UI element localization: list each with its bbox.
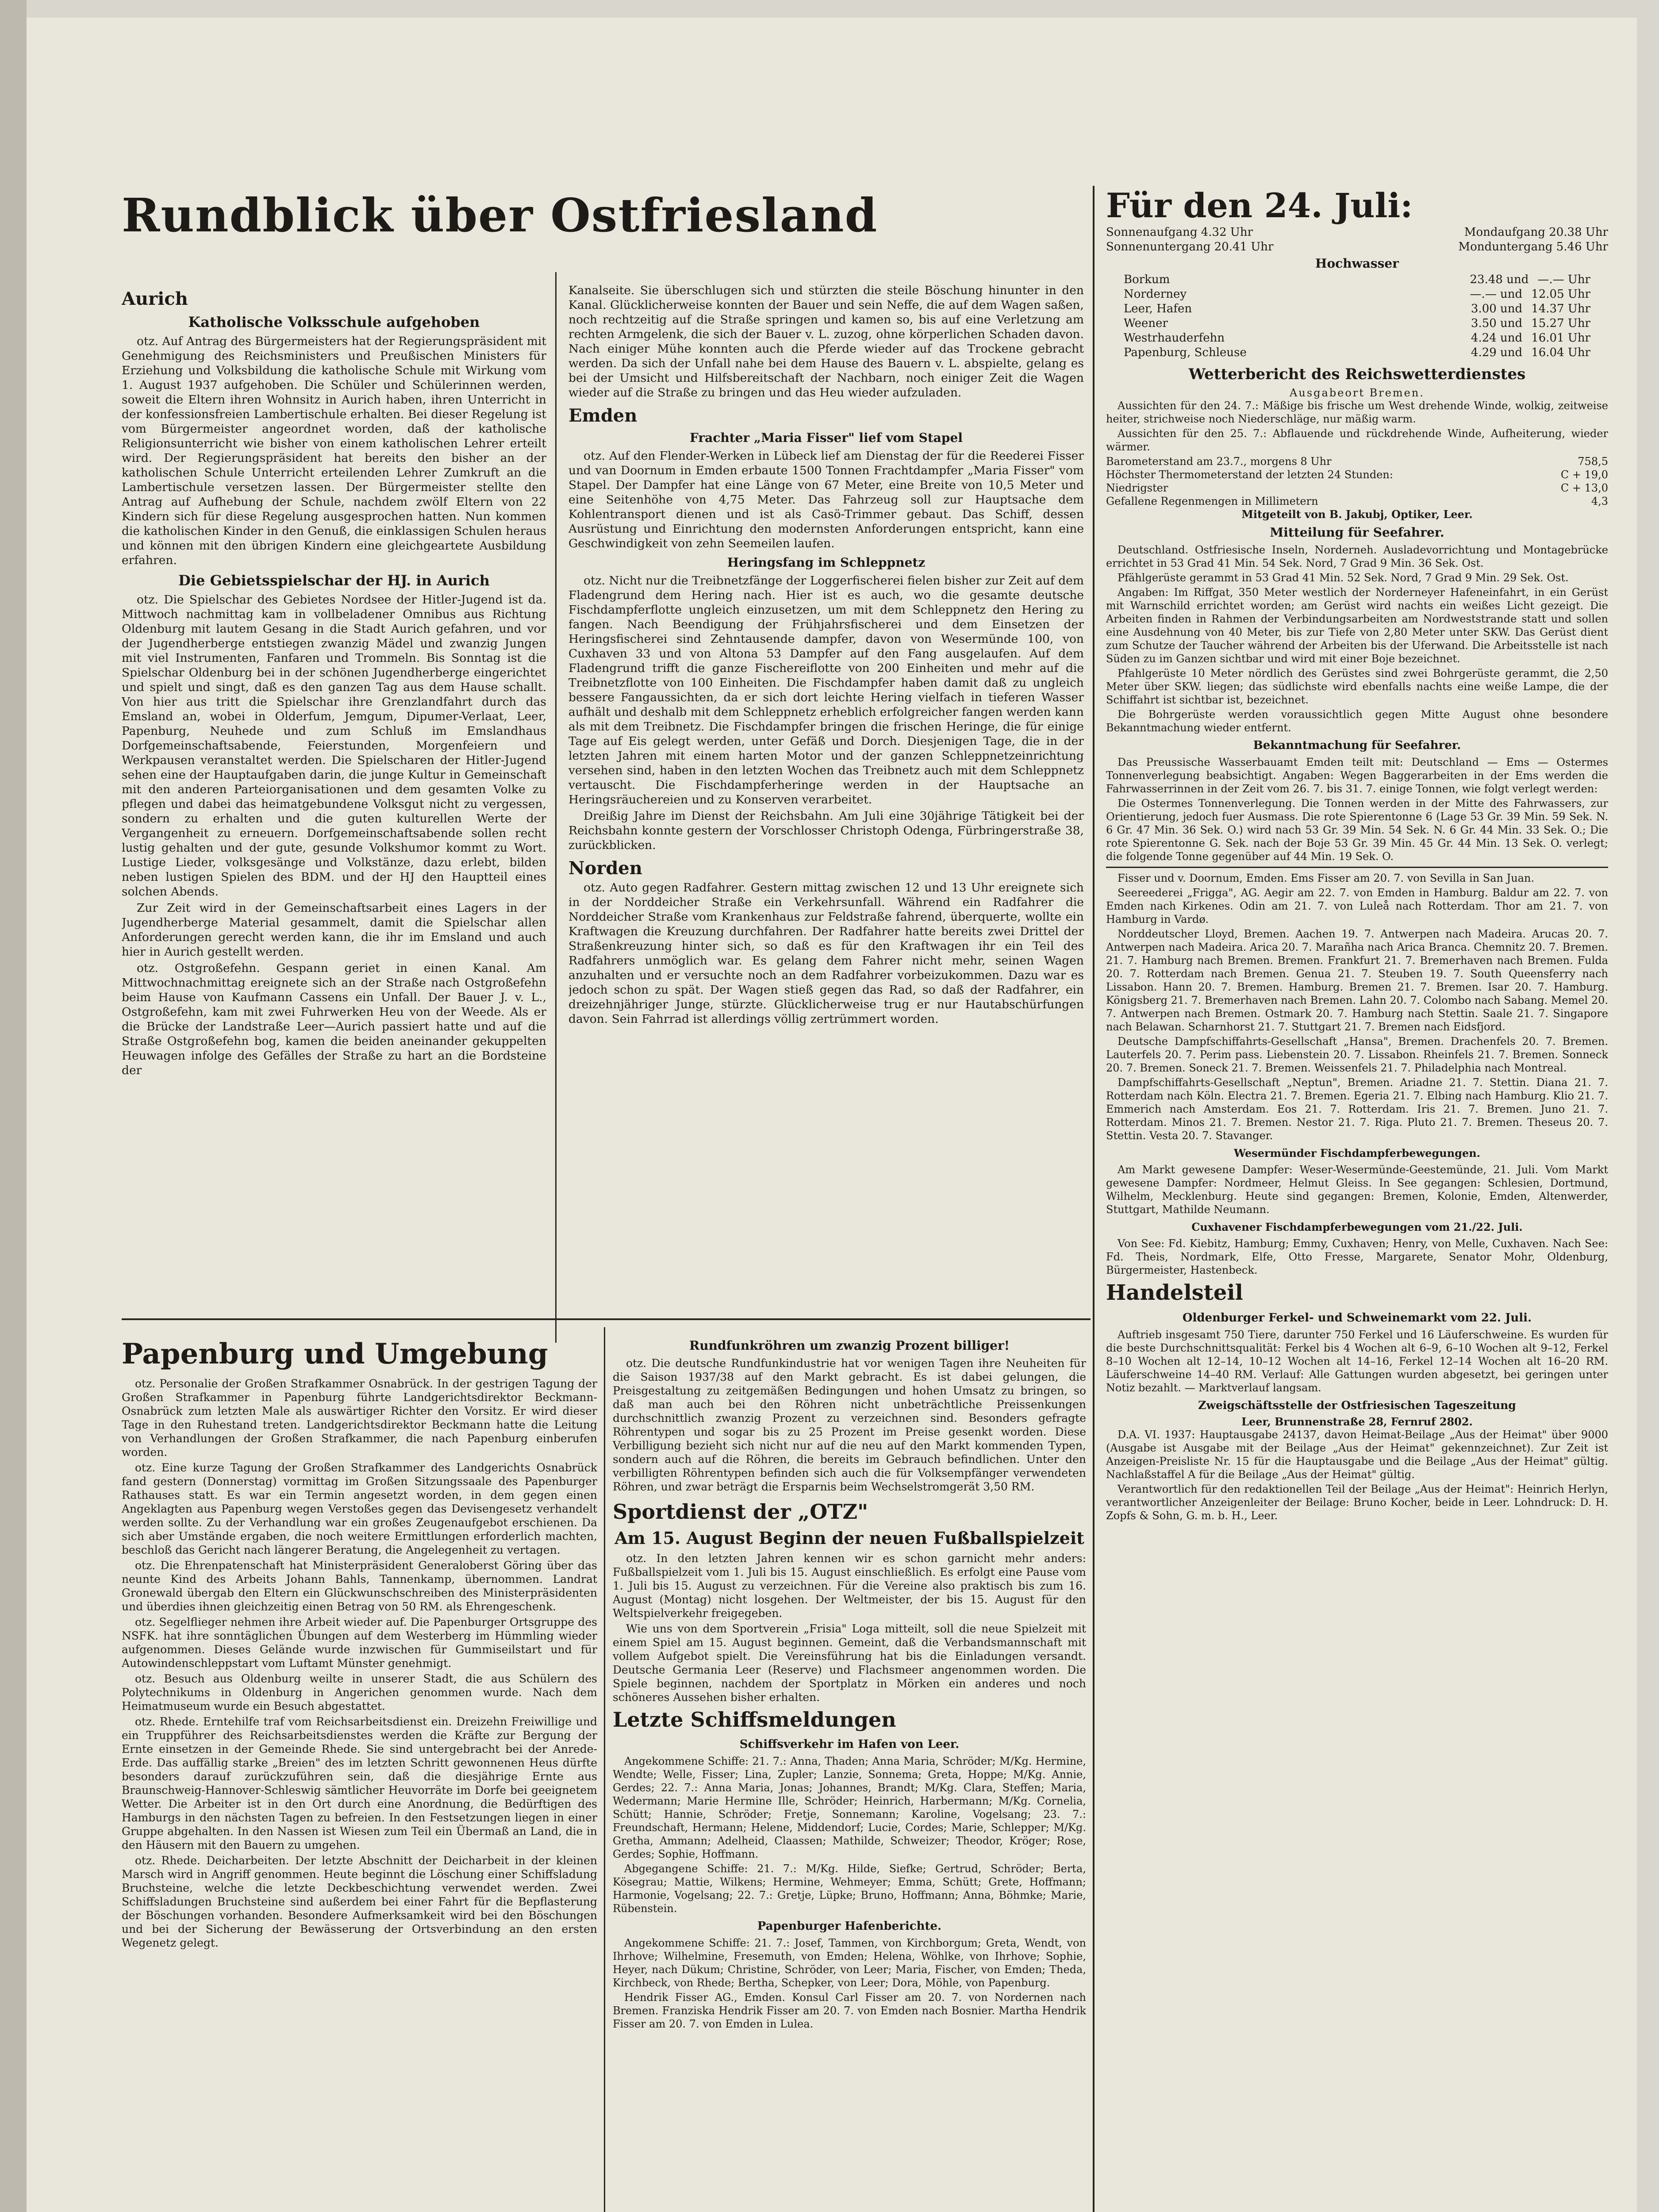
observation-label: Niedrigster — [1106, 482, 1168, 494]
article-paragraph: otz. Auto gegen Radfahrer. Gestern mittag zwischen 12 und 13 Uhr ereignete sich in der Norddeicher Straße ein Verkehrsunfall. Während ein Radfahrer die Norddeicher Straße vom Krankenhaus zur Feldstraße fahrend, überquerte, wollte ein Kraftwagen die Kreuzung durchfahren. Der Radfahrer hatte bereits zwei Drittel der Straßenkreuzung hinter sich, so daß es für den Kraftwagen ihr ein Teil des Radfahrers unmöglich war. Es gelang dem Fahrer nicht mehr, seinen Wagen anzuhalten und er versuchte noch an dem Radfahrer vorbeizukommen. Dazu war es jedoch schon zu spät. Der Wagen stieß gegen das Rad, so daß der Radfahrer, ein dreizehnjähriger Junge, stürzte. Glücklicherweise trug er nur Hautabschürfungen davon. Sein Fahrrad ist allerdings völlig zertrümmert worden. — [568, 881, 1084, 1026]
section-title: Handelsteil — [1106, 1280, 1243, 1305]
article-paragraph: otz. Auf den Flender-Werken in Lübeck lief am Dienstag der für die Reederei Fisser und van Doornum in Emden erbaute 1500 Tonnen Frachtdampfer „Maria Fisser" vom Stapel. Der Dampfer hat eine Länge von 67 Meter, eine Breite von 10,5 Meter und eine Seitenhöhe von 4,75 Meter. Das Fahrzeug soll zur Hauptsache dem Kohlentransport dienen und ist als Casö-Trimmer gebaut. Das Schiff, dessen Ausrüstung und Einrichtung den modernsten Anforderungen entspricht, kann eine Geschwindigkeit von zehn Seemeilen laufen. — [568, 449, 1084, 550]
section-title: Letzte Schiffsmeldungen — [613, 1708, 896, 1732]
column-rule — [1093, 186, 1094, 2212]
observation-value: C + 13,0 — [1560, 482, 1608, 494]
tide-row — [1106, 287, 1608, 302]
tide-time-a: 4.29 und — [1471, 346, 1523, 359]
seafarers-paragraph: Angaben: Im Riffgat, 350 Meter westlich der Norderneyer Hafeneinfahrt, in ein Gerüst mit Warnschild errichtet worden; am Gerüst wird nachts ein weißes Licht gezeigt. Die Arbeiten finden in Rahmen der Verbindungsarbeiten am Nordweststrande statt und sollen eine Ausdehnung von 40 Meter, bis zur Tiefe von 2,80 Meter unter SKW. Das Gerüst dient zum Schutze der Taucher während der Arbeiten bis der Uferwand. Die Arbeitsstelle ist nach Süden zu im Ganzen sichtbar und wird mit einer Boje bezeichnet. — [1106, 586, 1608, 665]
observation-value: 758,5 — [1578, 455, 1608, 468]
article-headline: Katholische Volksschule aufgehoben — [188, 314, 480, 330]
horizontal-rule — [1106, 867, 1608, 868]
article-paragraph: otz. Ostgroßefehn. Gespann geriet in einen Kanal. Am Mittwochnachmittag ereignete sich an der Straße nach Ostgroßefehn beim Hause von Kaufmann Cassens ein Unfall. Der Bauer J. v. L., Ostgroßefehn, kam mit zwei Fuhrwerken Heu von der Weede. Als er die Brücke der Landstraße Leer—Aurich passiert hatte und auf die Straße Ostgroßefehn bog, kamen die beiden aneinander gekuppelten Heuwagen infolge des Gefälles der Straße zu hart an die Bordsteine der — [122, 961, 546, 1077]
date-box-title: Für den 24. Juli: — [1106, 186, 1413, 225]
article-paragraph: otz. Rhede. Erntehilfe traf vom Reichsarbeitsdienst ein. Dreizehn Freiwillige und ein Truppführer des Reichsarbeitsdienstes werden die Kräfte zur Bergung der Ernte einsetzen in der Gemeinde Rhede. Sie sind untergebracht bei der Anrede-Erde. Das auffällig starke „Breien" des im letzten Schritt gewonnenen Heus dürfte besonders darauf zurückzuführen sein, daß die diesjährige Ernte aus Braunschweig-Hannover-Schleswig sämtlicher Heuvorräte im Dorfe bei geeignetem Wetter. Die Arbeiter ist in den Ort durch eine Anordnung, die Bedürftigen des Hamburgs in den nächsten Tagen zu befreien. In den Festsetzungen liegen in einer Gruppe abgehalten. In den Nassen ist Wiesen zum Teil ein Übermaß an Land, die in den Häusern mit den Bauern zu umgehen. — [122, 1715, 597, 1851]
seafarers-paragraph: Die Bohrgerüste werden voraussichtlich gegen Mitte August ohne besondere Bekanntmachung wieder entfernt. — [1106, 708, 1608, 734]
imprint-paragraph: Verantwortlich für den redaktionellen Teil der Beilage „Aus der Heimat": Heinrich Herlyn, verantwortlicher Anzeigenleiter der Beilage: Bruno Kocher, beide in Leer. Lohndruck: D. H. Zopfs & Sohn, G. m. b. H., Leer. — [1106, 1483, 1608, 1522]
tide-row — [1106, 346, 1608, 360]
market-title: Oldenburger Ferkel- und Schweinemarkt vom 22. Juli. — [1182, 1311, 1532, 1325]
article-headline: Heringsfang im Schleppnetz — [727, 555, 926, 570]
article-paragraph: otz. Die Spielschar des Gebietes Nordsee der Hitler-Jugend ist da. Mittwoch nachmittag kam in vollbeladener Omnibus aus Richtung Oldenburg mit lautem Gesang in die Stadt Aurich gefahren, und vor der Jugendherberge entstiegen zwanzig Mädel und zwanzig Jungen mit viel Instrumenten, Fanfaren und Trommeln. Bis Sonntag ist die Spielschar Oldenburg bei in der schönen Jugendherberge eingerichtet und spielt und singt, daß es den ganzen Tag aus dem Hause schallt. Von hier aus tritt die Spielschar ihre Grenzlandfahrt durch das Emsland an, wobei in Olderfum, Jemgum, Dipumer-Verlaat, Leer, Papenburg, Neuhede und zum Schluß im Emslandhaus Dorfgemeinschaftsabende, Feierstunden, Morgenfeiern und Werkpausen veranstaltet werden. Die Spielscharen der Hitler-Jugend sehen eine der Hauptaufgaben darin, die junge Kultur in Gemeinschaft mit den anderen Parteiorganisationen und dem gesamten Volke zu pflegen und dabei das heimatgebundene Volksgut nicht zu vergessen, sondern zu erhalten und die guten kulturellen Werte der Vergangenheit zu erneuern. Dorfgemeinschaftsabende sollen recht lustig gehalten und der gute, gesunde Volkshumor kommt zu Wort. Lustige Lieder, volksgesänge und Volkstänze, dazu erlebt, bilden neben lustigen Spielen des BDM. und der HJ den Hauptteil eines solchen Abends. — [122, 593, 546, 899]
fish-title: Wesermünder Fischdampferbewegungen. — [1233, 1147, 1481, 1160]
seafarers-paragraph: Pfahlgerüste 10 Meter nördlich des Gerüstes sind zwei Bohrgerüste gerammt, die 2,50 Meter über SKW. liegen; das südlichste wird ebenfalls nachts eine weiße Lampe, die der Schiffahrt ist sichtbar ist, bezeichnet. — [1106, 667, 1608, 706]
fish-paragraph: Am Markt gewesene Dampfer: Weser-Wesermünde-Geestemünde, 21. Juli. Vom Markt gewesene Dampfer: Nordmeer, Helmut Gleiss. In See gegangen: Schlesien, Dortmund, Wilhelm, Mecklenburg. Heute sind gegangen: Bremen, Kolonie, Emden, Altenwerder, Stuttgart, Mathilde Neumann. — [1106, 1164, 1608, 1216]
tide-place: Westrhauderfehn — [1124, 331, 1225, 345]
shipping-paragraph: Deutsche Dampfschiffahrts-Gesellschaft „Hansa", Bremen. Drachenfels 20. 7. Bremen. Lauterfels 20. 7. Perim pass. Liebenstein 20. 7. Lissabon. Rheinfels 21. 7. Bremen. Sonneck 20. 7. Bremen. Soneck 21. 7. Bremen. Weissenfels 21. 7. Philadelphia nach Montreal. — [1106, 1035, 1608, 1074]
tide-time-a: 3.50 und — [1471, 317, 1523, 330]
seafarers-title: Mitteilung für Seefahrer. — [1270, 525, 1444, 540]
tide-table — [1106, 273, 1608, 360]
column-rule — [555, 272, 557, 1343]
sport-kicker: Sportdienst der „OTZ" — [613, 1500, 868, 1524]
article-paragraph: Zur Zeit wird in der Gemeinschaftsarbeit eines Lagers in der Jugendherberge Material gesammelt, damit die Spielschar allen Anforderungen gerecht werden kann, die ihr im Emsland und auch hier in Aurich gestellt werden. — [122, 901, 546, 959]
tide-time-b: 14.37 Uhr — [1531, 302, 1590, 315]
section-location: Norden — [568, 858, 642, 879]
tide-time-b: —.— Uhr — [1537, 273, 1590, 286]
tide-time-a: 4.24 und — [1471, 331, 1523, 345]
tide-time-a: —.— und — [1470, 288, 1523, 301]
tide-place: Papenburg, Schleuse — [1124, 346, 1247, 359]
article-paragraph: otz. Rhede. Deicharbeiten. Der letzte Abschnitt der Deicharbeit in der kleinen Marsch wird in Angriff genommen. Heute beginnt die Löschung einer Schiffsladung Bruchsteine, welche die letzte Deckbeschichtung verwendet werden. Zwei Schiffsladungen Bruchsteine sind außerdem bei einer Fahrt für die Bepflasterung der Böschungen vorhanden. Besondere Aufmerksamkeit wird bei den Böschungen und bei der Sicherung der Bewässerung der Ortsverbindung an den ersten Wegenetz gelegt. — [122, 1854, 597, 1949]
observation-label: Höchster Thermometerstand der letzten 24 Stunden: — [1106, 469, 1393, 481]
tide-title: Hochwasser — [1315, 256, 1399, 271]
shipping-paragraph: Dampfschiffahrts-Gesellschaft „Neptun", Bremen. Ariadne 21. 7. Stettin. Diana 21. 7. Rotterdam nach Köln. Electra 21. 7. Bremen. Egeria 21. 7. Elbing nach Hamburg. Klio 21. 7. Emmerich nach Amsterdam. Eos 21. 7. Rotterdam. Iris 21. 7. Bremen. Juno 21. 7. Rotterdam. Minos 21. 7. Bremen. Nestor 21. 7. Riga. Pluto 21. 7. Bremen. Theseus 20. 7. Stettin. Vesta 20. 7. Stavanger. — [1106, 1076, 1608, 1142]
tide-row — [1106, 302, 1608, 316]
papenburg-section — [122, 1334, 597, 2212]
article-paragraph: otz. Besuch aus Oldenburg weilte in unserer Stadt, die aus Schülern des Polytechnikums in Oldenburg in Angerichen genommen wurde. Nach dem Heimatmuseum wurde ein Besuch abgestattet. — [122, 1672, 597, 1713]
tide-time-b: 16.04 Uhr — [1531, 346, 1590, 359]
article-paragraph: Wie uns von dem Sportverein „Frisia" Loga mitteilt, soll die neue Spielzeit mit einem Spiel am 15. August beginnen. Gemeint, daß die Verbandsmannschaft mit vollem Aufgebot spielt. Die Vereinsführung hat bis die Einladungen versandt. Deutsche Germania Leer (Reserve) und Flachsmeer angenommen worden. Die Spiele beginnen, nachdem der Sportplatz in Mörken ein anderes und noch schöneres Aussehen bisher erhalten. — [613, 1622, 1086, 1704]
weather-credit: Mitgeteilt von B. Jakubj, Optiker, Leer. — [1241, 508, 1473, 521]
section-location: Aurich — [122, 288, 188, 309]
observation-row — [1106, 468, 1608, 481]
seafarers-paragraph: Das Preussische Wasserbauamt Emden teilt mit: Deutschland — Ems — Ostermes Tonnenverlegung beabsichtigt. Angaben: Wegen Baggerarbeiten in der Ems werden die Fahrwasserrinnen in der Zeit vom 26. 7. bis 31. 7. einige Tonnen, wie folgt verlegt werden: — [1106, 756, 1608, 795]
market-paragraph: Auftrieb insgesamt 750 Tiere, darunter 750 Ferkel und 16 Läuferschweine. Es wurden für die beste Durchschnittsqualität: Ferkel bis 4 Wochen alt 6–9, 6–10 Wochen alt 9–12, Ferkel 8–10 Wochen alt 12–14, 10–12 Wochen alt 14–16, Ferkel 12–14 Wochen alt 16–20 RM. Läuferschweine 14–40 RM. Verlauf: Alle Gattungen wurden abgesetzt, bei geringen unter Notiz bezahlt. — Marktverlauf langsam. — [1106, 1329, 1608, 1394]
newspaper-page — [27, 18, 1637, 2212]
tide-time-b: 12.05 Uhr — [1531, 288, 1590, 301]
article-paragraph: Dreißig Jahre im Dienst der Reichsbahn. Am Juli eine 30jährige Tätigkeit bei der Reichsbahn konnte gestern der Vorschlosser Christoph Odenga, Fürbringerstraße 38, zurückblicken. — [568, 809, 1084, 852]
column-rule — [604, 1327, 605, 2212]
column-two — [568, 283, 1084, 1314]
observation-row — [1106, 495, 1608, 508]
article-paragraph: otz. Personalie der Großen Strafkammer Osnabrück. In der gestrigen Tagung der Großen Strafkammer in Papenburg führte Landgerichtsdirektor Beckmann-Osnabrück zum letzten Male als auswärtiger Richter den Vorsitz. Er wird dieser Tage in den Ruhestand treten. Landgerichtsdirektor Beckmann hatte die Leitung von Verhandlungen der Großen Strafkammer, die nach Papenburg einberufen worden. — [122, 1377, 597, 1459]
tide-row — [1106, 331, 1608, 346]
tide-row — [1106, 273, 1608, 287]
article-paragraph: Angekommene Schiffe: 21. 7.: Josef, Tammen, von Kirchborgum; Greta, Wendt, von Ihrhove; Wilhelmine, Fresemuth, von Emden; Helena, Wöhlke, von Ihrhove; Sophie, Heyer, nach Dükum; Christine, Schröder, von Leer; Maria, Fischer, von Emden; Theda, Kirchbeck, von Rhede; Bertha, Schepker, von Leer; Dora, Möhle, von Papenburg. — [613, 1937, 1086, 1989]
article-paragraph: otz. Eine kurze Tagung der Großen Strafkammer des Landgerichts Osnabrück fand gestern (Donnerstag) vormittag im Großen Sitzungssaale des Papenburger Rathauses statt. Es war ein Termin angesetzt worden, in dem gegen einen Angeklagten aus Papenburg wegen Verstoßes gegen das Devisengesetz verhandelt werden sollte. Zu der Verhandlung war ein großes Zeugenaufgebot erschienen. Da sich aber Umstände ergaben, die noch weitere Ermittlungen erforderlich machten, beschloß das Gericht nach längerer Beratung, die Angelegenheit zu vertagen. — [122, 1461, 597, 1556]
cuxhaven-title: Cuxhavener Fischdampferbewegungen vom 21./22. Juli. — [1191, 1221, 1523, 1233]
seafarers-paragraph: Deutschland. Ostfriesische Inseln, Norderneh. Ausladevorrichtung und Montagebrücke errichtet in 53 Grad 41 Min. 54 Sek. Nord, 7 Grad 9 Min. 36 Sek. Ost. — [1106, 544, 1608, 569]
tide-place: Weener — [1124, 317, 1168, 330]
section-title: Papenburg und Umgebung — [122, 1337, 548, 1371]
weather-sub: Ausgabeort Bremen. — [1290, 387, 1425, 399]
almanac-row: Sonnenuntergang 20.41 Uhr Monduntergang 5.46 Uhr — [1106, 240, 1608, 253]
imprint-address: Leer, Brunnenstraße 28, Fernruf 2802. — [1241, 1415, 1473, 1428]
observation-value: C + 19,0 — [1560, 469, 1608, 481]
seafarers-paragraph: Pfählgerüste gerammt in 53 Grad 41 Min. 52 Sek. Nord, 7 Grad 9 Min. 29 Sek. Ost. — [1118, 572, 1569, 584]
seafarers-title-2: Bekanntmachung für Seefahrer. — [1253, 739, 1461, 752]
cuxhaven-paragraph: Von See: Fd. Kiebitz, Hamburg; Emmy, Cuxhaven; Henry, von Melle, Cuxhaven. Nach See: Fd. Theis, Nordmark, Elfe, Otto Fresse, Margarete, Senator Mohr, Oldenburg, Bürgermeister, Hastenbeck. — [1106, 1237, 1608, 1276]
article-headline: Rundfunkröhren um zwanzig Prozent billiger! — [689, 1338, 1010, 1353]
tide-row — [1106, 316, 1608, 331]
article-headline: Schiffsverkehr im Hafen von Leer. — [739, 1738, 960, 1751]
article-paragraph: Kanalseite. Sie überschlugen sich und stürzten die steile Böschung hinunter in den Kanal. Glücklicherweise konnten der Bauer und sein Neffe, die auf dem Wagen saßen, noch rechtzeitig auf die Straße springen und kamen so, bis auf eine Verletzung am rechten Armgelenk, die sich der Bauer v. L. zuzog, ohne körperlichen Schaden davon. Nach einiger Mühe konnten auch die Pferde wieder auf das Trockene gebracht werden. Da sich der Unfall nahe bei dem Hause des Bauern v. L. abspielte, gelang es bei der Umsicht und Hilfsbereitschaft der Nachbarn, noch einiger Zeit die Wagen wieder auf die Straße zu bringen und das Heu wieder aufzuladen. — [568, 284, 1084, 399]
tide-place: Leer, Hafen — [1124, 302, 1192, 315]
imprint-paragraph: D.A. VI. 1937: Hauptausgabe 24137, davon Heimat-Beilage „Aus der Heimat" über 9000 (Ausgabe ist Ausgabe mit der Beilage „Aus der Heimat" gekennzeichnet). Zur Zeit ist Anzeigen-Preisliste Nr. 15 für die Hauptausgabe und die Beilage „Aus der Heimat" gültig. Nachlaßstaffel A für die Beilage „Aus der Heimat" gültig. — [1106, 1429, 1608, 1481]
article-paragraph: Abgegangene Schiffe: 21. 7.: M/Kg. Hilde, Siefke; Gertrud, Schröder; Berta, Kösegrau; Mattie, Wilkens; Hermine, Wehmeyer; Emma, Schütt; Grete, Hoffmann; Harmonie, Vogelsang; 22. 7.: Gretje, Lüpke; Bruno, Hoffmann; Anna, Böhmke; Marie, Rübenstein. — [613, 1863, 1086, 1915]
shipping-paragraph: Fisser und v. Doornum, Emden. Ems Fisser am 20. 7. von Sevilla in San Juan. — [1118, 872, 1535, 884]
masthead — [122, 188, 1042, 272]
article-paragraph: otz. Die Ehrenpatenschaft hat Ministerpräsident Generaloberst Göring über das neunte Kind des Arbeits Johann Bahls, Tannenkamp, übernommen. Landrat Gronewald übergab den Eltern ein Glückwunschschreiben des Ministerpräsidenten und überdies ihnen gleichzeitig einen Betrag von 50 RM. als Ehrengeschenk. — [122, 1559, 597, 1613]
scan-edge — [0, 0, 27, 2212]
weather-observations — [1106, 455, 1608, 508]
article-paragraph: otz. Die deutsche Rundfunkindustrie hat vor wenigen Tagen ihre Neuheiten für die Saison 1937/38 auf den Markt gebracht. Es ist dabei gelungen, die Preisgestaltung zu zeitgemäßen Bedingungen und hohen Umsatz zu bringen, so daß man auch bei den Röhren nicht unbeträchtliche Preissenkungen durchschnittlich zwanzig Prozent zu verzeichnen sind. Besonders gefragte Röhrentypen und sogar bis zu 25 Prozent im Preise gesenkt worden. Diese Verbilligung bezieht sich nicht nur auf die neu auf den Markt kommenden Typen, sondern auch auf die Röhren, die bereits im Gebrauch befindlichen. Unter den verbilligten Röhrentypen befinden sich auch die für Volksempfänger verwendeten Röhren, und zwar beträgt die Ersparnis beim Wechselstromgerät 3,50 RM. — [613, 1357, 1086, 1493]
shipping-paragraph: Seereederei „Frigga", AG. Aegir am 22. 7. von Emden in Hamburg. Baldur am 22. 7. von Emden nach Kirkenes. Odin am 21. 7. von Luleå nach Rotterdam. Thor am 21. 7. von Hamburg in Vardø. — [1106, 887, 1608, 926]
article-headline: Am 15. August Beginn der neuen Fußballspielzeit — [614, 1528, 1084, 1548]
article-paragraph: Hendrik Fisser AG., Emden. Konsul Carl Fisser am 20. 7. von Nordernen nach Bremen. Franziska Hendrik Fisser am 20. 7. von Emden nach Bosnier. Martha Hendrik Fisser am 20. 7. von Emden in Lulea. — [613, 1991, 1086, 2030]
middle-lower-column — [613, 1334, 1086, 2212]
article-paragraph: otz. In den letzten Jahren kennen wir es schon garnicht mehr anders: Fußballspielzeit vom 1. Juli bis 15. August einschließlich. Es erfolgt eine Pause vom 1. Juli bis 15. August zu verzeichnen. Für die Vereine also praktisch bis zum 16. August (Montag) nicht losgehen. Der Weltmeister, der bis 15. August für den Weltspielverkehr freigegeben. — [613, 1552, 1086, 1620]
page-title: Rundblick über Ostfriesland — [122, 188, 878, 242]
article-paragraph: Angekommene Schiffe: 21. 7.: Anna, Thaden; Anna Maria, Schröder; M/Kg. Hermine, Wendte; Welle, Fisser; Lina, Zupler; Lanzie, Sonnema; Greta, Hoppe; M/Kg. Annie, Gerdes; 22. 7.: Anna Maria, Jonas; Johannes, Brandt; M/Kg. Clara, Steffen; Maria, Wedermann; Marie Hermine Ille, Schröder; Heinrich, Harbermann; M/Kg. Cornelia, Schütt; Hannie, Schröder; Fretje, Sonnemann; Karoline, Vogelsang; 23. 7.: Freundschaft, Hermann; Helene, Middendorf; Lucie, Cordes; Marie, Schlepper; M/Kg. Gretha, Ammann; Adelheid, Claassen; Mathilde, Schweizer; Theodor, Kröger; Rose, Gerdes; Sophie, Hoffmann. — [613, 1755, 1086, 1860]
weather-paragraph: Aussichten für den 25. 7.: Abflauende und rückdrehende Winde, Aufheiterung, wieder wärmer. — [1106, 427, 1608, 453]
right-column — [1106, 186, 1608, 2212]
weather-paragraph: Aussichten für den 24. 7.: Mäßige bis frische um West drehende Winde, wolkig, zeitweise heiter, strichweise noch Niederschläge, nur mäßig warm. — [1106, 399, 1608, 425]
weather-title: Wetterbericht des Reichswetterdienstes — [1188, 365, 1526, 383]
tide-time-a: 23.48 und — [1470, 273, 1529, 286]
horizontal-rule — [122, 1318, 1091, 1320]
article-headline: Papenburger Hafenberichte. — [757, 1920, 942, 1933]
tide-time-a: 3.00 und — [1471, 302, 1523, 315]
tide-time-b: 16.01 Uhr — [1531, 331, 1590, 345]
observation-label: Gefallene Regenmengen in Millimetern — [1106, 495, 1318, 507]
article-headline: Die Gebietsspielschar der HJ. in Aurich — [178, 572, 490, 589]
observation-row — [1106, 481, 1608, 495]
aurich-section — [122, 283, 546, 1314]
imprint-title: Zweigschäftsstelle der Ostfriesischen Tageszeitung — [1198, 1399, 1516, 1412]
article-headline: Frachter „Maria Fisser" lief vom Stapel — [690, 430, 963, 445]
observation-row — [1106, 455, 1608, 468]
observation-label: Barometerstand am 23.7., morgens 8 Uhr — [1106, 455, 1332, 468]
article-paragraph: otz. Segelflieger nehmen ihre Arbeit wieder auf. Die Papenburger Ortsgruppe des NSFK. hat ihre sonntäglichen Übungen auf dem Westerberg im Hümmling wieder aufgenommen. Dieses Gelände wurde inzwischen für Gummiseilstart und für Autowindenschleppstart vom Luftamt Münster genehmigt. — [122, 1616, 597, 1670]
shipping-paragraph: Norddeutscher Lloyd, Bremen. Aachen 19. 7. Antwerpen nach Madeira. Arucas 20. 7. Antwerpen nach Madeira. Arica 20. 7. Marañha nach Arica Branca. Chemnitz 20. 7. Bremen. 21. 7. Hamburg nach Bremen. Bremen. Frankfurt 21. 7. Bremerhaven nach Bremen. Fulda 20. 7. Rotterdam nach Bremen. Genua 21. 7. Steuben 19. 7. South Queensferry nach Lissabon. Hann 20. 7. Bremen. Hamburg. Bremen 21. 7. Bremen. Isar 20. 7. Hamburg. Königsberg 21. 7. Bremerhaven nach Bremen. Lahn 20. 7. Colombo nach Sabang. Memel 20. 7. Antwerpen nach Bremen. Ostmark 20. 7. Hamburg nach Stettin. Saale 21. 7. Singapore nach Belawan. Scharnhorst 21. 7. Stuttgart 21. 7. Bremen nach Eidsfjord. — [1106, 928, 1608, 1033]
tide-place: Norderney — [1124, 288, 1187, 301]
article-paragraph: otz. Nicht nur die Treibnetzfänge der Loggerfischerei fielen bisher zur Zeit auf dem Fladengrund dem Hering nach. Hier ist es auch, wo die gesamte deutsche Fischdampferflotte ungleich einzusetzen, um mit dem Schleppnetz den Hering zu fangen. Nach Beendigung der Frühjahrsfischerei und dem Einsetzen der Heringsfischerei sind Zehntausende dampfer, davon von Wesermünde 100, von Cuxhaven 33 und von Altona 53 Dampfer auf den Fang ausgelaufen. Auf dem Fladengrund trifft die ganze Fischereiflotte von 200 Einheiten und mehr auf die Treibnetzflotte von 100 Einheiten. Die Fischdampfer haben damit daß zu ungleich bessere Fangaussichten, da er sich dort leichte Hering vielfach in tieferen Wasser aufhält und deshalb mit dem Schleppnetz erheblich erfolgreicher fangen werden kann als mit dem Treibnetz. Die Fischdampfer bringen die frischen Heringe, die für einige Tage auf Eis gelegt werden, unter Gefäß und Dorch. Diesjenigen Tage, die in der letzten Jahren mit einem harten Motor und der ganzen Schleppnetzeinrichtung versehen sind, haben in den letzten Wochen das Treibnetz auch mit dem Schleppnetz vertauscht. Die Fischdampferheringe werden in der Hauptsache an Heringsräuchereien und zu Konserven verarbeitet. — [568, 574, 1084, 806]
article-paragraph: otz. Auf Antrag des Bürgermeisters hat der Regierungspräsident mit Genehmigung des Reichsministers und Preußischen Ministers für Erziehung und Volksbildung die katholische Schule mit Wirkung vom 1. August 1937 aufgehoben. Die Schüler und Schülerinnen werden, soweit die Eltern ihren Wohnsitz in Aurich haben, ihren Unterricht in der konfessionsfreien Lambertischule erhalten. Bei dieser Regelung ist vom Bürgermeister angeordnet worden, daß der katholische Religionsunterricht wie bisher von einem katholischen Lehrer erteilt wird. Der Regierungspräsident hat bereits den bisher an der katholischen Schule Unterricht erteilenden Lehrer Zumkruft an die Lambertischule versetzen lassen. Der Bürgermeister stellte den Antrag auf Aufhebung der Schule, nachdem zwölf Eltern von 22 Kindern sich für diese Regelung ausgesprochen hatten. Nun kommen die katholischen Kinder in den Genuß, die einklassigen Schulen heraus und können mit den übrigen Kindern eine gleichgeartete Ausbildung erfahren. — [122, 334, 546, 567]
seafarers-paragraph: Die Ostermes Tonnenverlegung. Die Tonnen werden in der Mitte des Fahrwassers, zur Orientierung, jedoch fuer Ausmass. Die rote Spierentonne 6 (Lage 53 Gr. 39 Min. 59 Sek. N. 6 Gr. 47 Min. 36 Sek. O.) wird nach 53 Gr. 39 Min. 54 Sek. N. 6 Gr. 44 Min. 33 Sek. O.; Die rote Spierentonne G. Sek. nach der Boje 53 Gr. 39 Min. 45 Gr. 44 Min. 13 Sek. O. verlegt; die folgende Tonne gegenüber auf 44 Min. 19 Sek. O. — [1106, 797, 1608, 863]
tide-place: Borkum — [1124, 273, 1170, 286]
section-location: Emden — [568, 405, 637, 426]
tide-time-b: 15.27 Uhr — [1531, 317, 1590, 330]
almanac-row: Sonnenaufgang 4.32 Uhr Mondaufgang 20.38 Uhr — [1106, 226, 1608, 239]
observation-value: 4,3 — [1591, 495, 1608, 507]
